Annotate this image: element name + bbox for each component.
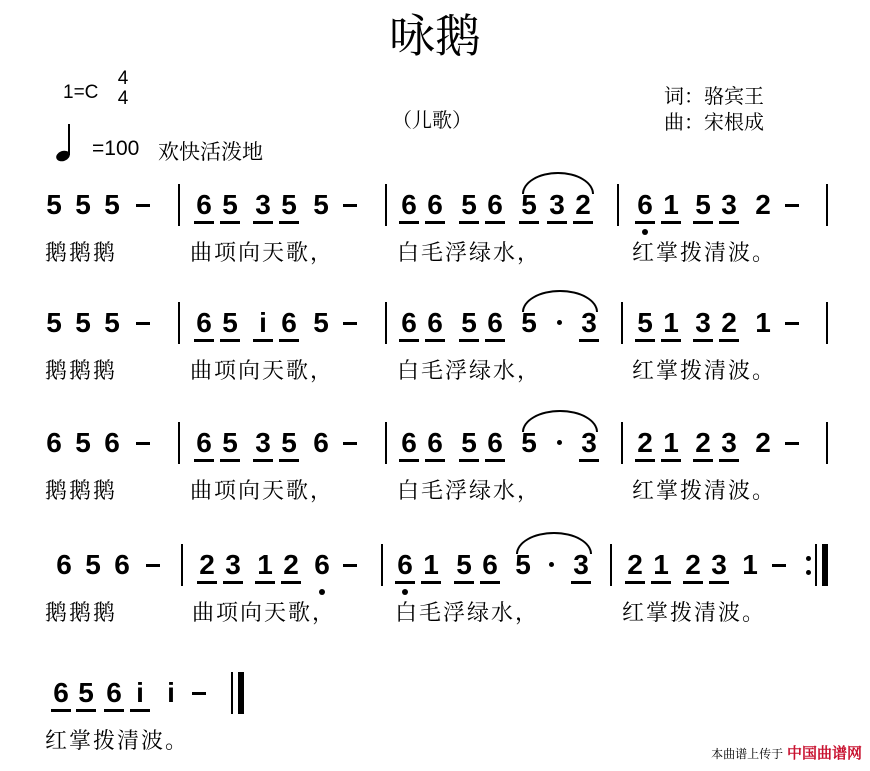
tempo-value: =100 (92, 137, 140, 160)
note: 3 (718, 188, 740, 222)
note: 5 (518, 188, 540, 222)
note: 6 (398, 188, 420, 222)
barline (621, 302, 623, 344)
barline (231, 672, 233, 714)
slur (516, 532, 592, 554)
note: 1 (254, 548, 276, 582)
upload-watermark (711, 742, 862, 763)
lyric-phrase: 鹅鹅鹅 (45, 479, 118, 504)
note: 1 (660, 188, 682, 222)
note: 5 (75, 427, 91, 458)
extension-dash (192, 692, 206, 695)
augmentation-dot (557, 320, 562, 325)
extension-dash (136, 204, 150, 207)
extension-dash (146, 564, 160, 567)
note: 5 (515, 549, 531, 580)
time-signature-top: 4 (117, 68, 129, 89)
note: 6 (46, 427, 62, 458)
note: 2 (572, 188, 594, 222)
note: 6 (56, 549, 72, 580)
key-signature: 1=C (63, 82, 99, 103)
barline (385, 302, 387, 344)
note: 3 (692, 306, 714, 340)
note: 5 (458, 306, 480, 340)
composer-credit: 曲：宋根成 (664, 110, 764, 134)
note: 5 (278, 188, 300, 222)
extension-dash (343, 442, 357, 445)
note: 3 (546, 188, 568, 222)
note: 6 (484, 426, 506, 460)
note: 2 (280, 548, 302, 582)
final-barline (238, 672, 244, 714)
augmentation-dot (557, 440, 562, 445)
note: 6 (313, 427, 329, 458)
note: 5 (521, 427, 537, 458)
barline (385, 184, 387, 226)
repeat-dot (806, 556, 811, 561)
tempo-expression: 欢快活泼地 (158, 140, 263, 164)
lyric-phrase: 鹅鹅鹅 (45, 241, 118, 266)
note: 6 (394, 548, 416, 582)
barline (178, 302, 180, 344)
lyric-phrase: 红掌拨清波。 (632, 241, 777, 266)
repeat-dot (806, 570, 811, 575)
barline (617, 184, 619, 226)
note: 5 (634, 306, 656, 340)
note: 3 (222, 548, 244, 582)
note: 1 (755, 307, 771, 338)
lyric-phrase: 曲项向天歌， (190, 359, 335, 384)
note: 5 (453, 548, 475, 582)
note: 2 (718, 306, 740, 340)
note: 2 (755, 427, 771, 458)
note: 5 (75, 307, 91, 338)
note: 6 (398, 306, 420, 340)
lyric-phrase: 白毛浮绿水， (397, 479, 542, 504)
lyric-phrase: 鹅鹅鹅 (45, 359, 118, 384)
lyric-phrase: 红掌拨清波。 (45, 729, 190, 754)
barline (178, 422, 180, 464)
quarter-note-icon (54, 120, 78, 164)
note: 6 (311, 548, 333, 582)
note: 6 (424, 188, 446, 222)
note: 3 (570, 548, 592, 582)
note: 5 (278, 426, 300, 460)
slur (522, 290, 598, 312)
watermark-prefix: 本曲谱上传于 (711, 747, 784, 761)
note: 6 (634, 188, 656, 222)
song-title: 咏鹅 (389, 9, 481, 63)
note: 2 (634, 426, 656, 460)
note: 5 (521, 307, 537, 338)
end-repeat-barline (822, 544, 828, 586)
lyricist-credit: 词：骆宾王 (664, 84, 764, 108)
note: 1 (660, 306, 682, 340)
lyric-phrase: 白毛浮绿水， (397, 359, 542, 384)
lyric-phrase: 白毛浮绿水， (397, 241, 542, 266)
note: 3 (252, 188, 274, 222)
note: 5 (85, 549, 101, 580)
extension-dash (343, 564, 357, 567)
extension-dash (136, 442, 150, 445)
barline (826, 302, 828, 344)
extension-dash (343, 204, 357, 207)
note: 5 (219, 426, 241, 460)
note: 5 (313, 307, 329, 338)
extension-dash (785, 442, 799, 445)
barline (178, 184, 180, 226)
note: 2 (624, 548, 646, 582)
note: 5 (75, 676, 97, 710)
note: 3 (718, 426, 740, 460)
note: 5 (104, 189, 120, 220)
lyric-phrase: 曲项向天歌， (190, 241, 335, 266)
note: 2 (682, 548, 704, 582)
lyric-phrase: 红掌拨清波。 (632, 359, 777, 384)
lyric-phrase: 红掌拨清波。 (622, 601, 767, 626)
note: 5 (46, 307, 62, 338)
note: 3 (578, 306, 600, 340)
extension-dash (343, 322, 357, 325)
extension-dash (136, 322, 150, 325)
note: 6 (193, 426, 215, 460)
song-subtitle: （儿歌） (392, 108, 472, 132)
slur (522, 410, 598, 432)
time-signature-bottom: 4 (117, 88, 129, 109)
note: 5 (458, 188, 480, 222)
slur (522, 172, 594, 194)
note: 6 (103, 676, 125, 710)
note: 1 (650, 548, 672, 582)
note: 5 (75, 189, 91, 220)
note: 6 (50, 676, 72, 710)
note: 3 (578, 426, 600, 460)
note: 2 (196, 548, 218, 582)
note: 5 (219, 306, 241, 340)
note: 1 (660, 426, 682, 460)
barline (815, 544, 817, 586)
note: 6 (424, 306, 446, 340)
barline (385, 422, 387, 464)
note: i (129, 676, 151, 710)
note: 6 (104, 427, 120, 458)
note: 5 (46, 189, 62, 220)
note: 6 (484, 306, 506, 340)
extension-dash (772, 564, 786, 567)
time-signature (116, 69, 130, 109)
lyric-phrase: 曲项向天歌， (192, 601, 337, 626)
note: 5 (104, 307, 120, 338)
note: 6 (193, 188, 215, 222)
barline (826, 422, 828, 464)
note: i (167, 677, 175, 708)
extension-dash (785, 322, 799, 325)
site-logo: 中国曲谱网 (786, 744, 862, 762)
note: 6 (114, 549, 130, 580)
note: 6 (193, 306, 215, 340)
note: 2 (755, 189, 771, 220)
note: 6 (484, 188, 506, 222)
note: 3 (708, 548, 730, 582)
extension-dash (785, 204, 799, 207)
note: 5 (313, 189, 329, 220)
augmentation-dot (549, 562, 554, 567)
lyric-phrase: 红掌拨清波。 (632, 479, 777, 504)
barline (621, 422, 623, 464)
note: 2 (692, 426, 714, 460)
note: 6 (278, 306, 300, 340)
note: 5 (458, 426, 480, 460)
note: i (252, 306, 274, 340)
note: 6 (479, 548, 501, 582)
note: 5 (692, 188, 714, 222)
barline (381, 544, 383, 586)
note: 6 (424, 426, 446, 460)
barline (181, 544, 183, 586)
lyric-phrase: 白毛浮绿水， (395, 601, 540, 626)
note: 3 (252, 426, 274, 460)
note: 1 (420, 548, 442, 582)
note: 6 (398, 426, 420, 460)
lyric-phrase: 曲项向天歌， (190, 479, 335, 504)
lyric-phrase: 鹅鹅鹅 (45, 601, 118, 626)
note: 5 (219, 188, 241, 222)
barline (826, 184, 828, 226)
note: 1 (742, 549, 758, 580)
barline (610, 544, 612, 586)
